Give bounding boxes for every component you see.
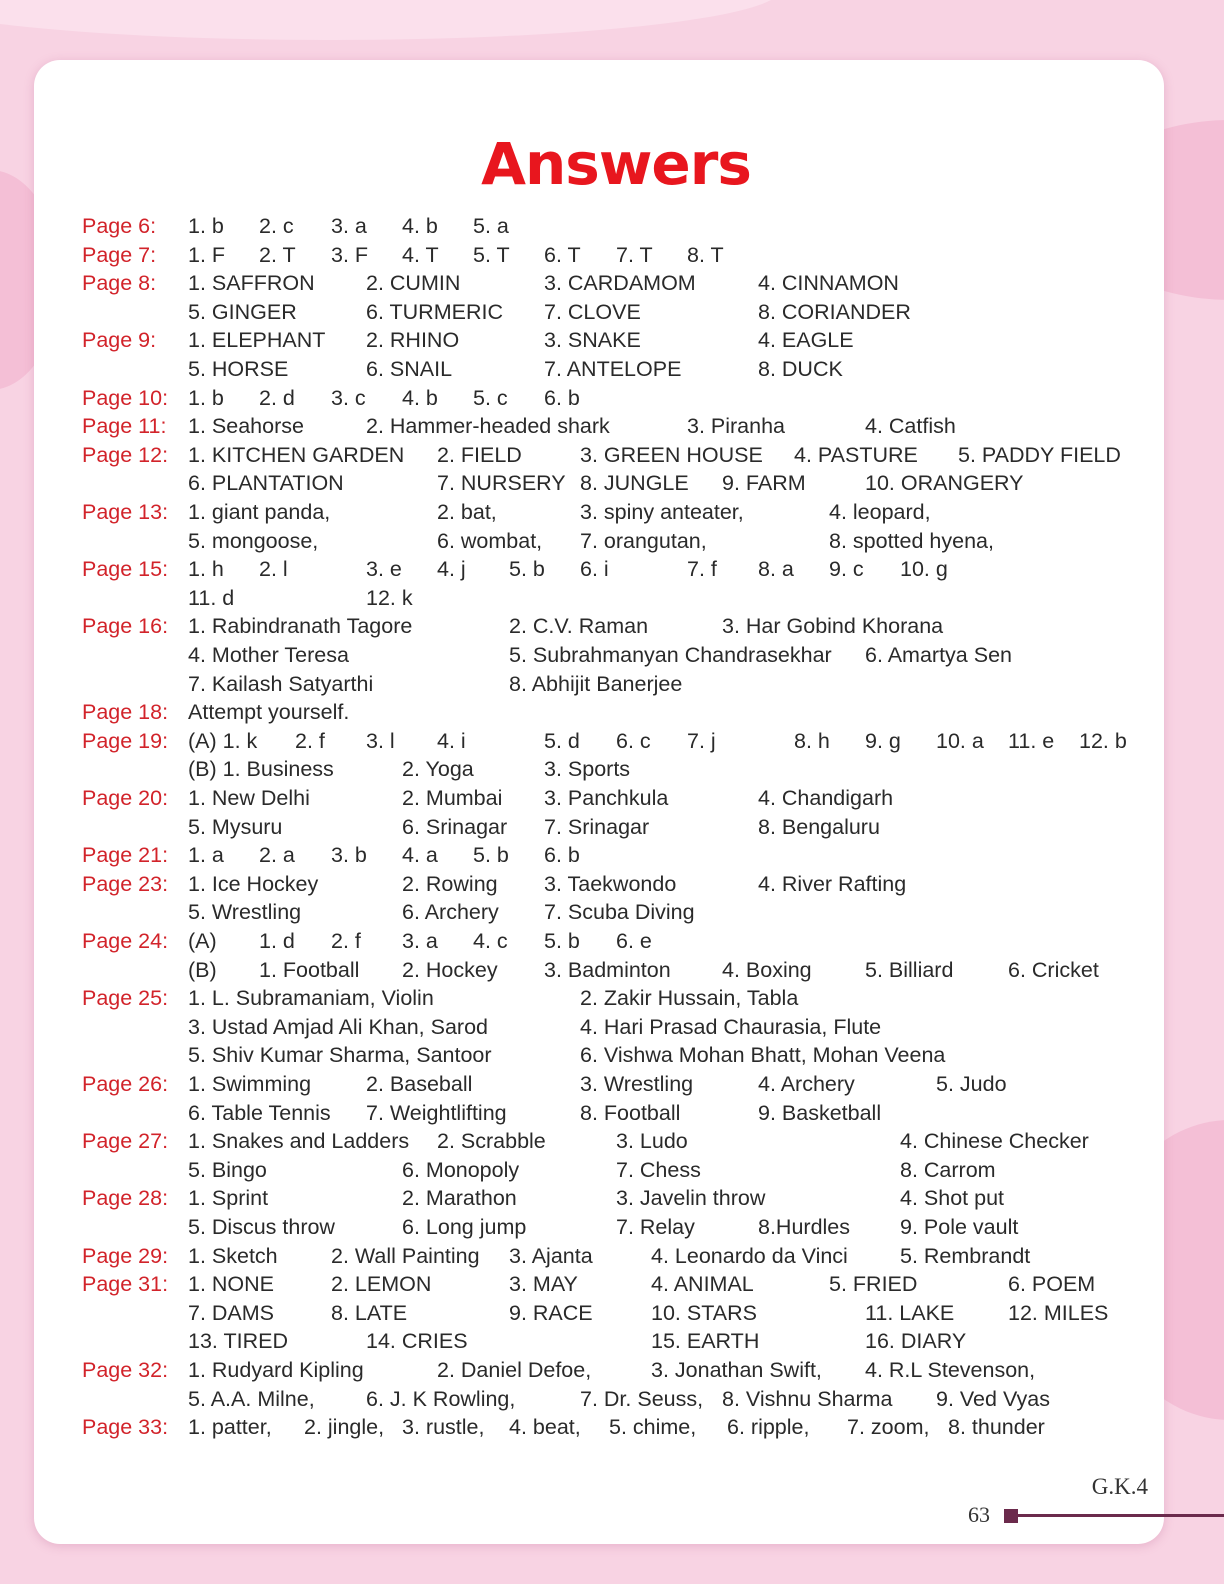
answer-item: 4. b [402, 385, 438, 410]
answer-item: 7. f [687, 557, 717, 582]
answer-item: 4. Shot put [900, 1186, 1004, 1211]
answer-item: 1. Snakes and Ladders [188, 1129, 410, 1154]
answer-item: 2. a [259, 843, 295, 868]
answer-row [0, 1013, 1224, 1041]
answer-row [0, 441, 1224, 469]
page-label: Page 16: [82, 614, 169, 639]
answer-row [0, 527, 1224, 555]
answer-item: 5. Judo [936, 1072, 1007, 1096]
answer-row [0, 1213, 1224, 1241]
answer-item: 10. ORANGERY [865, 471, 1024, 496]
page-label: Page 19: [82, 728, 169, 753]
answer-item: 5. mongoose, [188, 528, 319, 553]
answer-item: 7. Kailash Satyarthi [188, 671, 374, 696]
page-marker-icon [1004, 1509, 1018, 1523]
answer-item: 8. CORIANDER [758, 299, 911, 324]
answer-item: 4. i [437, 728, 466, 753]
answer-row [0, 1099, 1224, 1127]
answer-item: 3. Wrestling [580, 1072, 694, 1096]
answer-item: 16. DIARY [865, 1329, 967, 1354]
answer-item: 12. MILES [1008, 1300, 1109, 1325]
answer-item: 11. d [188, 585, 235, 610]
page-label: Page 25: [82, 986, 169, 1011]
answer-item: 7. Chess [616, 1157, 701, 1182]
answer-row [0, 1041, 1224, 1069]
answer-item: 2. f [295, 728, 325, 753]
page-label: Page 8: [82, 271, 157, 296]
answer-item: 2. l [259, 557, 288, 582]
answer-item: 4. c [473, 929, 508, 953]
answer-item: 4. Chinese Checker [900, 1129, 1089, 1154]
answer-item: 5. Subrahmanyan Chandrasekhar [509, 643, 832, 667]
answer-item: 6. SNAIL [366, 357, 453, 381]
answer-item: 6. Srinagar [402, 814, 508, 839]
page-label: Page 18: [82, 700, 169, 725]
answer-item: 9. FARM [722, 471, 806, 496]
answer-item: 5. Shiv Kumar Sharma, Santoor [188, 1043, 492, 1068]
answer-item: 3. a [402, 929, 438, 953]
answer-item: 6. c [616, 728, 651, 753]
answer-item: 3. Ludo [616, 1129, 688, 1154]
answer-item: 7. Scuba Diving [544, 900, 695, 925]
page-number: 63 [968, 1502, 990, 1527]
answer-item: 1. h [188, 557, 224, 582]
answer-row [0, 670, 1224, 698]
answer-row [0, 1299, 1224, 1327]
answer-item: 9. Ved Vyas [936, 1386, 1050, 1411]
answer-item: 8. Abhijit Banerjee [509, 671, 683, 696]
page-label: Page 10: [82, 385, 169, 410]
answer-item: 1. b [188, 214, 224, 238]
page-label: Page 7: [82, 242, 157, 267]
answer-item: (A) 1. k [188, 728, 258, 753]
answer-item: 8. a [758, 557, 794, 582]
answer-item: 8. thunder [948, 1415, 1045, 1440]
answer-row [0, 412, 1224, 440]
book-label: G.K.4 [1091, 1474, 1148, 1499]
answer-item: (B) 1. Business [188, 757, 334, 782]
answer-item: 6. TURMERIC [366, 299, 503, 324]
answer-item: 1. a [188, 843, 224, 868]
answer-item: 2. FIELD [437, 442, 522, 467]
answer-row [0, 498, 1224, 526]
answer-item: 1. Sprint [188, 1186, 269, 1211]
answer-row [0, 984, 1224, 1012]
answer-item: 4. Chandigarh [758, 786, 894, 810]
answer-item: 1. F [188, 242, 226, 267]
answer-item: 3. MAY [509, 1272, 578, 1297]
page-label: Page 29: [82, 1243, 169, 1268]
answer-item: 2. Baseball [366, 1072, 473, 1096]
answer-item: 3. Badminton [544, 957, 671, 982]
answer-item: 8. Carrom [900, 1157, 996, 1182]
answer-item: 8. h [794, 728, 830, 753]
answer-item: 1. d [259, 929, 295, 953]
answer-item: 6. PLANTATION [188, 471, 344, 496]
answer-item: 1. L. Subramaniam, Violin [188, 986, 434, 1011]
answer-row [0, 870, 1224, 898]
answer-item: 13. TIRED [188, 1329, 288, 1354]
page-title: Answers [481, 130, 751, 198]
answer-item: 7. zoom, [847, 1415, 930, 1440]
answer-item: 3. Piranha [687, 414, 786, 439]
answer-item: 4. leopard, [829, 500, 931, 524]
answer-item: 2. C.V. Raman [509, 614, 649, 639]
answer-item: 4. Archery [758, 1072, 855, 1096]
answer-item: 5. HORSE [188, 357, 289, 381]
answer-item: 4. PASTURE [794, 442, 918, 467]
page-label: Page 9: [82, 328, 157, 353]
answer-item: 5. T [473, 242, 510, 267]
answer-item: 8. Football [580, 1100, 681, 1125]
answer-item: 5. b [473, 843, 509, 868]
answer-item: 6. Archery [402, 900, 499, 925]
answer-item: 6. Amartya Sen [865, 643, 1012, 667]
answer-row [0, 784, 1224, 812]
page-label: Page 15: [82, 557, 169, 582]
answer-item: 3. a [331, 214, 367, 238]
answer-item: 4. EAGLE [758, 328, 854, 353]
answer-item: 6. Monopoly [402, 1157, 520, 1182]
answer-item: 1. SAFFRON [188, 271, 315, 296]
answer-item: 5. b [544, 929, 580, 953]
answer-item: 4. ANIMAL [651, 1272, 754, 1297]
answer-item: 7. Weightlifting [366, 1100, 507, 1125]
answer-row [0, 555, 1224, 583]
answer-item: 2. Marathon [402, 1186, 517, 1211]
answer-item: 3. rustle, [402, 1415, 485, 1440]
answer-item: 5. PADDY FIELD [958, 442, 1121, 467]
answer-item: 8. T [687, 242, 724, 267]
page-label: Page 6: [82, 214, 157, 238]
answer-row [0, 1184, 1224, 1212]
answer-item: 5. Wrestling [188, 900, 302, 925]
answer-item: 8. spotted hyena, [829, 528, 994, 553]
answer-item: 3. Taekwondo [544, 871, 677, 896]
answer-row [0, 1127, 1224, 1155]
answer-row [0, 1270, 1224, 1298]
answer-item: 6. b [544, 385, 580, 410]
answer-item: 3. Ajanta [509, 1243, 593, 1268]
answer-item: (A) [188, 929, 217, 953]
answer-item: 3. GREEN HOUSE [580, 442, 763, 467]
answer-item: 1. Football [259, 957, 360, 982]
answer-item: 5. FRIED [829, 1272, 918, 1297]
answer-item: 5. chime, [609, 1415, 697, 1440]
answer-item: 5. c [473, 385, 508, 410]
answer-row [0, 612, 1224, 640]
answer-item: 4. R.L Stevenson, [865, 1358, 1036, 1382]
answer-row [0, 298, 1224, 326]
answer-item: 4. a [402, 843, 438, 868]
answer-item: 7. T [616, 242, 653, 267]
answer-row [0, 813, 1224, 841]
page-label: Page 11: [82, 414, 167, 439]
answer-item: 9. RACE [509, 1300, 593, 1325]
answer-item: 5. Rembrandt [900, 1243, 1031, 1268]
page-label: Page 28: [82, 1186, 169, 1211]
answer-item: 4. Leonardo da Vinci [651, 1243, 848, 1268]
answer-item: 3. SNAKE [544, 328, 641, 353]
page-label: Page 12: [82, 442, 169, 467]
answer-item: 3. CARDAMOM [544, 271, 696, 296]
page-label: Page 24: [82, 929, 169, 953]
answer-row [0, 1156, 1224, 1184]
answer-item: 8. DUCK [758, 357, 843, 381]
answer-item: 2. f [331, 929, 361, 953]
answer-item: 3. c [331, 385, 366, 410]
answer-item: 4. Boxing [722, 957, 812, 982]
page-label: Page 32: [82, 1358, 169, 1382]
answer-item: 2. LEMON [331, 1272, 432, 1297]
answer-item: 7. NURSERY [437, 471, 566, 496]
answer-row [0, 384, 1224, 412]
answer-row [0, 469, 1224, 497]
answer-item: 7. Relay [616, 1215, 695, 1239]
answer-item: 6. b [544, 843, 580, 868]
answer-item: 2. Mumbai [402, 786, 503, 810]
answer-item: 2. RHINO [366, 328, 460, 353]
page-label: Page 31: [82, 1272, 169, 1297]
answer-item: 6. Long jump [402, 1215, 527, 1239]
answer-item: 8. LATE [331, 1300, 408, 1325]
page-label: Page 13: [82, 500, 169, 524]
answer-item: 1. patter, [188, 1415, 272, 1440]
answer-item: 3. F [331, 242, 369, 267]
answer-row [0, 1385, 1224, 1413]
footer-rule [1018, 1514, 1224, 1517]
answer-item: 2. jingle, [304, 1415, 385, 1440]
answer-item: 4. Hari Prasad Chaurasia, Flute [580, 1014, 882, 1039]
answer-item: 6. Cricket [1008, 957, 1099, 982]
answer-item: 7. DAMS [188, 1300, 275, 1325]
answer-row [0, 584, 1224, 612]
answer-item: 6. Table Tennis [188, 1100, 331, 1125]
answer-row [0, 727, 1224, 755]
answer-item: 2. c [259, 214, 294, 238]
answer-item: 3. Har Gobind Khorana [722, 614, 944, 639]
answer-item: 7. Dr. Seuss, [580, 1386, 704, 1411]
answer-item: 9. g [865, 728, 901, 753]
answer-item: 6. POEM [1008, 1272, 1096, 1297]
answer-row [0, 927, 1224, 955]
answer-item: 1. Rudyard Kipling [188, 1358, 364, 1382]
answer-item: 2. T [259, 242, 296, 267]
answer-item: 1. giant panda, [188, 500, 331, 524]
answer-row [0, 1327, 1224, 1355]
answer-item: 3. Sports [544, 757, 631, 782]
answer-item: 5. Mysuru [188, 814, 283, 839]
answer-item: 3. Panchkula [544, 786, 669, 810]
answer-item: 5. a [473, 214, 509, 238]
answer-item: 4. b [402, 214, 438, 238]
answer-item: 3. Javelin throw [616, 1186, 766, 1211]
page-label: Page 27: [82, 1129, 169, 1154]
answer-item: 11. LAKE [865, 1300, 955, 1325]
answer-item: 4. River Rafting [758, 871, 907, 896]
answer-item: 2. CUMIN [366, 271, 461, 296]
answer-item: 9. c [829, 557, 864, 582]
answer-item: 6. J. K Rowling, [366, 1386, 516, 1411]
answer-item: 1. Rabindranath Tagore [188, 614, 413, 639]
answer-row [0, 326, 1224, 354]
answer-item: 3. spiny anteater, [580, 500, 744, 524]
answer-item: 15. EARTH [651, 1329, 760, 1354]
answer-item: 5. b [509, 557, 545, 582]
answer-item: 1. New Delhi [188, 786, 310, 810]
answer-row [0, 641, 1224, 669]
answer-item: (B) [188, 957, 217, 982]
answer-item: 6. wombat, [437, 528, 543, 553]
answer-item: 5. A.A. Milne, [188, 1386, 315, 1411]
page-label: Page 20: [82, 786, 169, 810]
answer-item: 7. j [687, 728, 716, 753]
page-label: Page 26: [82, 1072, 169, 1096]
answer-item: 7. ANTELOPE [544, 357, 682, 381]
answer-item: 6. Vishwa Mohan Bhatt, Mohan Veena [580, 1043, 946, 1068]
answer-row [0, 898, 1224, 926]
answer-row [0, 355, 1224, 383]
answer-item: 5. Discus throw [188, 1215, 335, 1239]
answer-item: 6. i [580, 557, 609, 582]
answer-item: 3. b [331, 843, 367, 868]
answer-item: 4. beat, [509, 1415, 581, 1440]
answer-item: 1. ELEPHANT [188, 328, 326, 353]
answer-item: 6. e [616, 929, 652, 953]
answer-item: 10. STARS [651, 1300, 757, 1325]
answer-item: 8. Bengaluru [758, 814, 880, 839]
answer-row [0, 269, 1224, 297]
answer-item: 4. CINNAMON [758, 271, 899, 296]
answer-item: 1. Swimming [188, 1072, 312, 1096]
answer-item: 2. Wall Painting [331, 1243, 480, 1268]
answer-item: 8. Vishnu Sharma [722, 1386, 893, 1411]
answer-item: 2. Zakir Hussain, Tabla [580, 986, 799, 1011]
answer-item: 2. Scrabble [437, 1129, 546, 1154]
answer-row [0, 1242, 1224, 1270]
answer-item: 3. l [366, 728, 395, 753]
answer-row [0, 212, 1224, 240]
answer-row [0, 956, 1224, 984]
answer-item: 10. a [936, 728, 984, 753]
answer-item: 1. KITCHEN GARDEN [188, 442, 405, 467]
answer-item: 4. j [437, 557, 466, 582]
answer-item: 7. Srinagar [544, 814, 650, 839]
answer-item: 2. bat, [437, 500, 497, 524]
answer-item: 2. Yoga [402, 757, 474, 782]
answer-item: 2. Daniel Defoe, [437, 1358, 592, 1382]
answer-item: 3. e [366, 557, 402, 582]
answer-item: 1. Ice Hockey [188, 871, 319, 896]
answer-item: 1. Sketch [188, 1243, 278, 1268]
page-label: Page 33: [82, 1415, 169, 1440]
answer-item: Attempt yourself. [188, 700, 350, 725]
answer-item: 4. Catfish [865, 414, 956, 439]
answer-item: 1. b [188, 385, 224, 410]
answer-item: 5. d [544, 728, 580, 753]
answer-row [0, 698, 1224, 726]
answer-item: 2. Hammer-headed shark [366, 414, 610, 439]
answer-item: 5. GINGER [188, 299, 297, 324]
answer-item: 2. Hockey [402, 957, 498, 982]
answer-row [0, 1413, 1224, 1441]
page-label: Page 21: [82, 843, 169, 868]
answer-item: 12. k [366, 585, 413, 610]
answer-item: 6. ripple, [727, 1415, 810, 1440]
answer-row [0, 1356, 1224, 1384]
answer-item: 9. Basketball [758, 1100, 882, 1125]
answer-item: 12. b [1079, 728, 1127, 753]
answer-item: 4. T [402, 242, 439, 267]
answer-item: 14. CRIES [366, 1329, 468, 1354]
answer-row [0, 241, 1224, 269]
answer-item: 7. CLOVE [544, 299, 641, 324]
answer-item: 11. e [1008, 728, 1055, 753]
answer-item: 1. Seahorse [188, 414, 304, 439]
answer-item: 8. JUNGLE [580, 471, 689, 496]
answer-item: 4. Mother Teresa [188, 643, 349, 667]
answer-row [0, 841, 1224, 869]
answer-item: 6. T [544, 242, 581, 267]
page-label: Page 23: [82, 871, 169, 896]
answer-row [0, 755, 1224, 783]
answer-item: 3. Jonathan Swift, [651, 1358, 822, 1382]
answer-item: 3. Ustad Amjad Ali Khan, Sarod [188, 1014, 488, 1039]
answer-item: 5. Bingo [188, 1157, 267, 1182]
answer-item: 2. Rowing [402, 871, 498, 896]
answer-item: 1. NONE [188, 1272, 275, 1297]
answer-item: 9. Pole vault [900, 1215, 1019, 1239]
answer-item: 5. Billiard [865, 957, 954, 982]
answer-item: 8.Hurdles [758, 1215, 851, 1239]
answer-item: 7. orangutan, [580, 528, 707, 553]
answer-item: 2. d [259, 385, 295, 410]
answer-item: 10. g [900, 557, 948, 582]
answer-row [0, 1070, 1224, 1098]
